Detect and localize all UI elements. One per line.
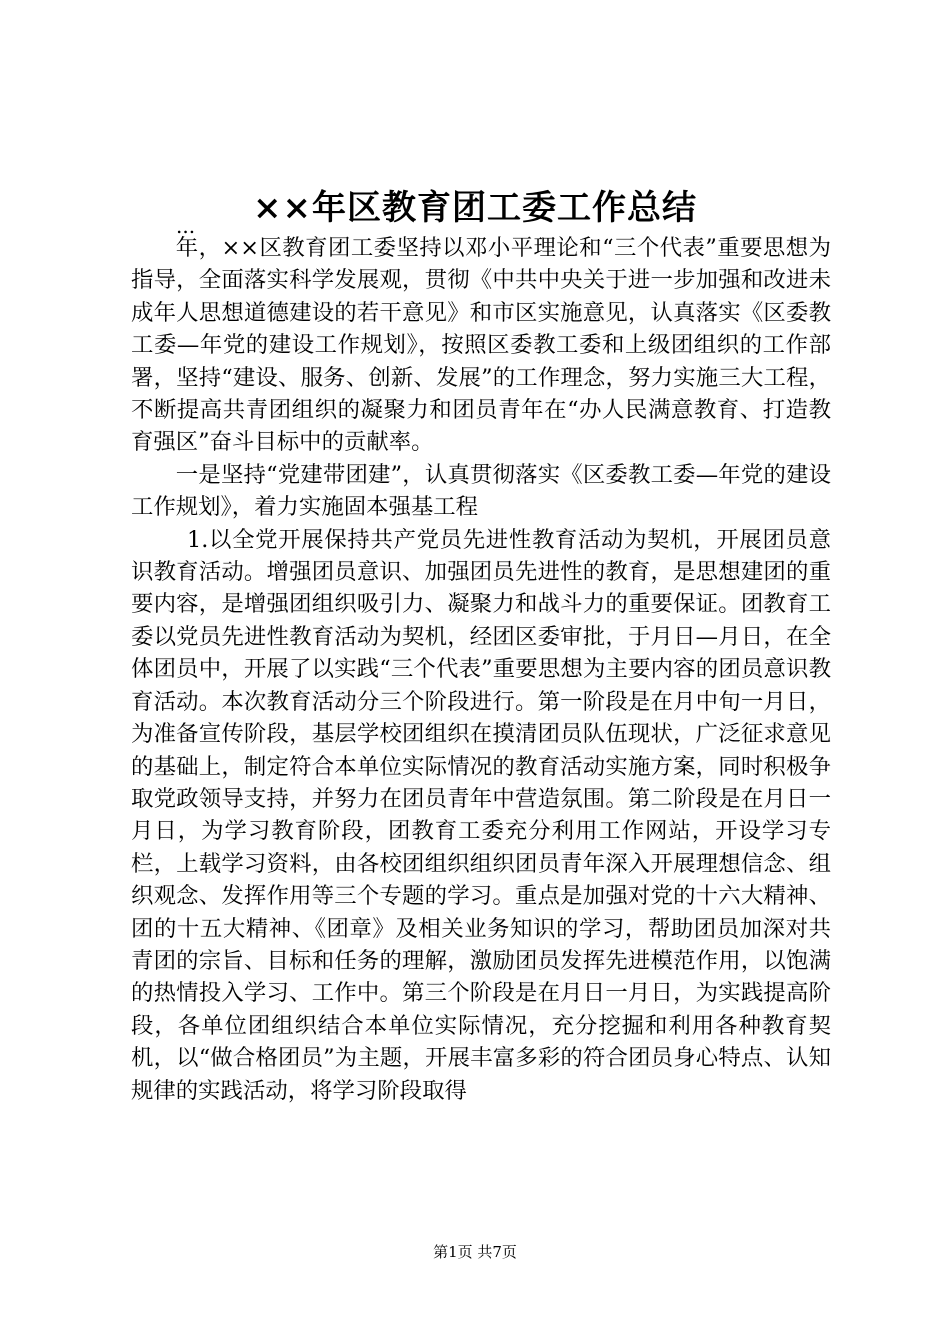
paragraph-intro: 年，××区教育团工委坚持以邓小平理论和“三个代表”重要思想为指导，全面落实科学发展观，贯彻《中共中央关于进一步加强和改进未成年人思想道德建设的若干意见》和市区实施意见，认真落实《区委教工委—年党的建设工作规划》，按照区委教工委和上级团组织的工作部署，坚持“建设、服务、创新、发展”的工作理念，努力实施三大工程，不断提高共青团组织的凝聚力和团员青年在“办人民满意教育、打造教育强区”奋斗目标中的贡献率。 [131,235,831,456]
page-number-footer: 第1页 共7页 [433,1243,517,1261]
paragraph-section-one: 一是坚持“党建带团建”，认真贯彻落实《区委教工委—年党的建设工作规划》，着力实施固本强基工程 [131,461,831,521]
ellipsis-marker: ... [176,214,196,238]
document-title: ××年区教育团工委工作总结 [253,188,697,228]
document-body [131,232,831,1107]
paragraph-item-one: 1.以全党开展保持共产党员先进性教育活动为契机，开展团员意识教育活动。增强团员意识、加强团员先进性的教育，是思想建团的重要内容，是增强团组织吸引力、凝聚力和战斗力的重要保证。团教育工委以党员先进性教育活动为契机，经团区委审批，于月日—月日，在全体团员中，开展了以实践“三个代表”重要思想为主要内容的团员意识教育活动。本次教育活动分三个阶段进行。第一阶段是在月中旬一月日，为准备宣传阶段，基层学校团组织在摸清团员队伍现状，广泛征求意见的基础上，制定符合本单位实际情况的教育活动实施方案，同时积极争取党政领导支持，并努力在团员青年中营造氛围。第二阶段是在月日一月日，为学习教育阶段，团教育工委充分利用工作网站，开设学习专栏，上载学习资料，由各校团组织组织团员青年深入开展理想信念、组织观念、发挥作用等三个专题的学习。重点是加强对党的十六大精神、团的十五大精神、《团章》及相关业务知识的学习，帮助团员加深对共青团的宗旨、目标和任务的理解，激励团员发挥先进模范作用，以饱满的热情投入学习、工作中。第三个阶段是在月日一月日，为实践提高阶段，各单位团组织结合本单位实际情况，充分挖掘和利用各种教育契机，以“做合格团员”为主题，开展丰富多彩的符合团员身心特点、认知规律的实践活动，将学习阶段取得 [131,526,831,1104]
